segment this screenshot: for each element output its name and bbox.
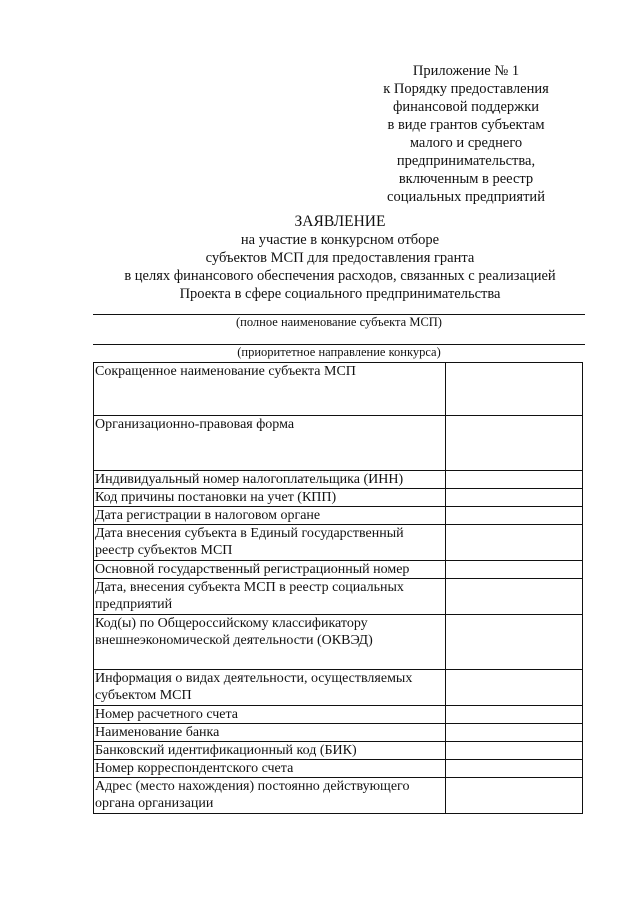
appendix-line: включенным в реестр xyxy=(398,171,534,187)
appendix-line: малого и среднего xyxy=(409,135,523,151)
field-value-cell[interactable] xyxy=(446,363,583,416)
appendix-line: предпринимательства, xyxy=(396,153,536,169)
field-label: Код(ы) по Общероссийскому классификатору внешнеэкономической деятельности (ОКВЭД) xyxy=(94,615,446,670)
appendix-line: к Порядку предоставления xyxy=(383,81,549,97)
field-value-cell[interactable] xyxy=(446,742,583,760)
table-row xyxy=(94,363,583,416)
table-row xyxy=(94,742,583,760)
table-row xyxy=(94,670,583,706)
field-value-cell[interactable] xyxy=(446,471,583,489)
table-row xyxy=(94,489,583,507)
table-row xyxy=(94,471,583,489)
appendix-line: в виде грантов субъектам xyxy=(387,117,545,133)
field-label: Дата внесения субъекта в Единый государственный реестр субъектов МСП xyxy=(94,525,446,561)
priority-caption: (приоритетное направление конкурса) xyxy=(237,345,441,359)
field-label: Основной государственный регистрационный номер xyxy=(94,561,446,579)
field-label: Номер расчетного счета xyxy=(94,706,446,724)
field-label: Индивидуальный номер налогоплательщика (ИНН) xyxy=(94,471,446,489)
field-value-cell[interactable] xyxy=(446,525,583,561)
appendix-line: Приложение № 1 xyxy=(412,63,520,79)
table-row xyxy=(94,507,583,525)
field-value-cell[interactable] xyxy=(446,706,583,724)
table-row xyxy=(94,760,583,778)
table-row xyxy=(94,416,583,471)
field-value-cell[interactable] xyxy=(446,416,583,471)
title-line: в целях финансового обеспечения расходов, связанных с реализацией xyxy=(124,268,556,284)
table-row xyxy=(94,706,583,724)
table-row xyxy=(94,778,583,814)
field-label: Организационно-правовая форма xyxy=(94,416,446,471)
field-value-cell[interactable] xyxy=(446,670,583,706)
field-value-cell[interactable] xyxy=(446,561,583,579)
title-line: Проекта в сфере социального предпринимательства xyxy=(179,286,501,302)
table-row xyxy=(94,615,583,670)
document-heading: ЗАЯВЛЕНИЕ xyxy=(294,213,386,230)
field-value-cell[interactable] xyxy=(446,489,583,507)
field-value-cell[interactable] xyxy=(446,507,583,525)
field-label: Банковский идентификационный код (БИК) xyxy=(94,742,446,760)
application-form-table xyxy=(93,362,583,814)
appendix-line: финансовой поддержки xyxy=(392,99,540,115)
field-label: Информация о видах деятельности, осуществляемых субъектом МСП xyxy=(94,670,446,706)
appendix-line: социальных предприятий xyxy=(387,189,545,205)
title-line: субъектов МСП для предоставления гранта xyxy=(205,250,475,266)
document-title-block xyxy=(80,213,600,303)
field-label: Адрес (место нахождения) постоянно действующего органа организации xyxy=(94,778,446,814)
field-label: Дата, внесения субъекта МСП в реестр социальных предприятий xyxy=(94,579,446,615)
table-row xyxy=(94,724,583,742)
field-label: Сокращенное наименование субъекта МСП xyxy=(94,363,446,416)
table-row xyxy=(94,561,583,579)
field-value-cell[interactable] xyxy=(446,760,583,778)
appendix-block xyxy=(336,62,596,206)
field-value-cell[interactable] xyxy=(446,579,583,615)
field-value-cell[interactable] xyxy=(446,724,583,742)
table-row xyxy=(94,579,583,615)
field-label: Код причины постановки на учет (КПП) xyxy=(94,489,446,507)
title-line: на участие в конкурсном отборе xyxy=(240,232,440,248)
field-label: Дата регистрации в налоговом органе xyxy=(94,507,446,525)
field-label: Номер корреспондентского счета xyxy=(94,760,446,778)
field-value-cell[interactable] xyxy=(446,615,583,670)
field-value-cell[interactable] xyxy=(446,778,583,814)
full-name-caption: (полное наименование субъекта МСП) xyxy=(236,315,442,329)
table-row xyxy=(94,525,583,561)
field-label: Наименование банка xyxy=(94,724,446,742)
